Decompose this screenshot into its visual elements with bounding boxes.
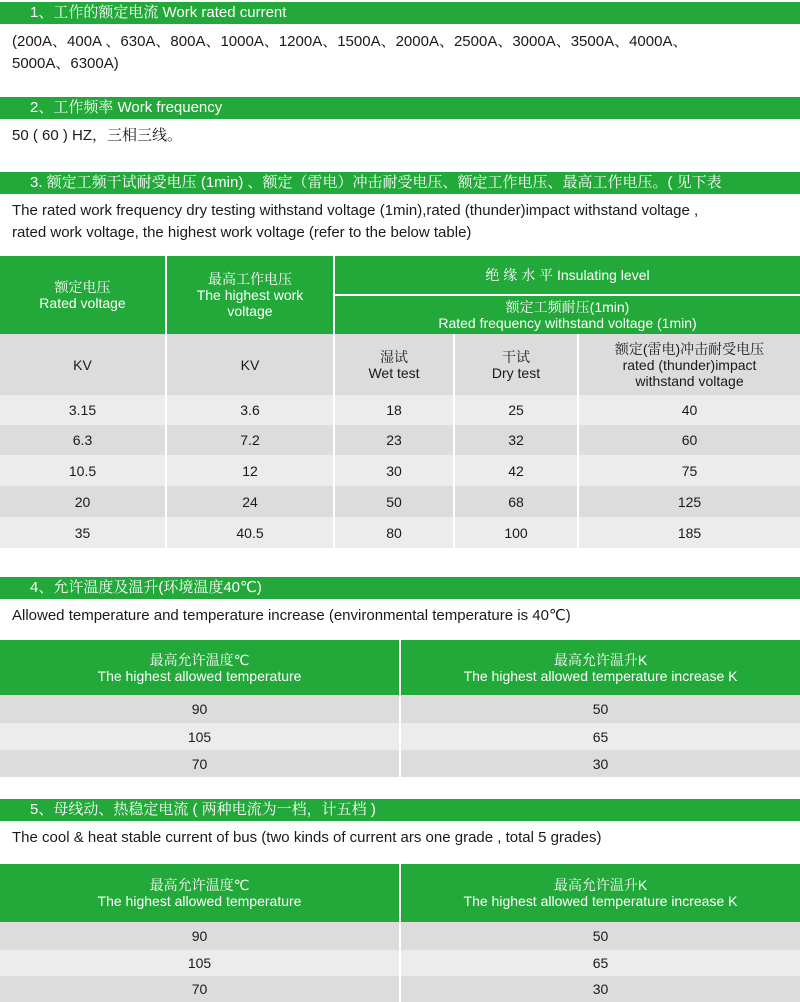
impact-voltage-zh: 额定(雷电)冲击耐受电压	[614, 340, 765, 357]
insulating-level-header: 绝 缘 水 平 Insulating level	[334, 256, 800, 295]
section-2-header: 2、工作频率 Work frequency	[0, 97, 800, 119]
table-cell: 6.3	[0, 425, 166, 455]
max-temp-rise-header-en: The highest allowed temperature increase K	[463, 667, 738, 684]
voltage-description-line-1: The rated work frequency dry testing withstand voltage (1min),rated (thunder)impact withstand voltage ,	[12, 202, 699, 219]
section-1-header: 1、工作的额定电流 Work rated current	[0, 2, 800, 24]
table-cell: 12	[166, 455, 334, 486]
max-temp-header-en: The highest allowed temperature	[97, 667, 302, 684]
dry-test-en: Dry test	[491, 364, 541, 381]
dry-test-zh: 干试	[502, 348, 530, 365]
temperature-table	[0, 640, 800, 777]
table-cell: 25	[454, 395, 578, 425]
bus-max-temp-header	[0, 864, 400, 922]
table-cell: 125	[578, 486, 800, 517]
highest-voltage-header-zh: 最高工作电压	[208, 271, 292, 287]
highest-voltage-header-en-2: voltage	[227, 303, 273, 319]
table-cell: 70	[0, 750, 400, 777]
table-cell: 40.5	[166, 517, 334, 548]
table-cell: 30	[400, 976, 800, 1002]
max-temp-rise-header-zh: 最高允许温升K	[553, 651, 648, 668]
table-cell: 50	[400, 922, 800, 950]
table-cell: 80	[334, 517, 454, 548]
table-row	[0, 950, 800, 976]
impact-voltage-en-1: rated (thunder)impact	[622, 356, 757, 373]
wet-test-en: Wet test	[368, 364, 420, 381]
table-cell: 3.15	[0, 395, 166, 425]
table-cell: 20	[0, 486, 166, 517]
table-cell: 30	[400, 750, 800, 777]
rated-current-values-line-1: (200A、400A 、630A、800A、1000A、1200A、1500A、2000A、2500A、3000A、3500A、4000A、	[12, 33, 688, 50]
impact-voltage-header	[578, 334, 800, 395]
section-4-header: 4、允许温度及温升(环境温度40℃)	[0, 577, 800, 599]
table-cell: 75	[578, 455, 800, 486]
bus-current-table	[0, 864, 800, 1002]
units-row	[0, 334, 800, 395]
table-cell: 105	[0, 950, 400, 976]
table-row	[0, 455, 800, 486]
frequency-withstand-header	[334, 295, 800, 334]
table-row	[0, 695, 800, 723]
section-5-header: 5、母线动、热稳定电流 ( 两种电流为一档，计五档 )	[0, 799, 800, 821]
table-cell: 30	[334, 455, 454, 486]
table-cell: 42	[454, 455, 578, 486]
section-3-header: 3. 额定工频干试耐受电压 (1min) 、额定（雷电）冲击耐受电压、额定工作电压、最高工作电压。( 见下表	[0, 172, 800, 194]
table-cell: 23	[334, 425, 454, 455]
table-row	[0, 486, 800, 517]
table-cell: 32	[454, 425, 578, 455]
table-cell: 105	[0, 723, 400, 750]
highest-voltage-header	[166, 256, 334, 334]
rated-voltage-header-zh: 额定电压	[54, 279, 111, 295]
table-cell: 70	[0, 976, 400, 1002]
table-cell: 24	[166, 486, 334, 517]
rated-current-values-line-2: 5000A、6300A)	[12, 55, 119, 72]
rated-voltage-header-en: Rated voltage	[39, 295, 126, 311]
table-row	[0, 395, 800, 425]
frequency-withstand-header-en: Rated frequency withstand voltage (1min)	[438, 315, 697, 331]
table-cell: 50	[400, 695, 800, 723]
table-cell: 100	[454, 517, 578, 548]
table-cell: 65	[400, 950, 800, 976]
bus-max-temp-rise-header-zh: 最高允许温升K	[553, 877, 648, 893]
unit-kv-2: KV	[166, 334, 334, 395]
max-temp-rise-header	[400, 640, 800, 695]
table-cell: 10.5	[0, 455, 166, 486]
unit-kv-1: KV	[0, 334, 166, 395]
table-cell: 40	[578, 395, 800, 425]
bus-current-description: The cool & heat stable current of bus (two kinds of current ars one grade , total 5 grades)	[12, 829, 602, 846]
bus-max-temp-rise-header	[400, 864, 800, 922]
voltage-table	[0, 256, 800, 548]
bus-max-temp-header-en: The highest allowed temperature	[97, 893, 302, 909]
highest-voltage-header-en-1: The highest work	[196, 287, 304, 303]
table-cell: 90	[0, 695, 400, 723]
max-temp-header-zh: 最高允许温度℃	[149, 651, 250, 668]
table-cell: 7.2	[166, 425, 334, 455]
table-cell: 65	[400, 723, 800, 750]
table-cell: 18	[334, 395, 454, 425]
wet-test-header	[334, 334, 454, 395]
rated-voltage-header	[0, 256, 166, 334]
frequency-withstand-header-zh: 额定工频耐压(1min)	[505, 299, 630, 315]
voltage-description-line-2: rated work voltage, the highest work voltage (refer to the below table)	[12, 224, 472, 241]
table-row	[0, 750, 800, 777]
work-frequency-text: 50 ( 60 ) HZ，三相三线。	[12, 127, 183, 144]
bus-max-temp-header-zh: 最高允许温度℃	[149, 877, 250, 893]
table-cell: 3.6	[166, 395, 334, 425]
table-row	[0, 723, 800, 750]
impact-voltage-en-2: withstand voltage	[635, 372, 744, 389]
table-cell: 185	[578, 517, 800, 548]
table-cell: 60	[578, 425, 800, 455]
table-cell: 50	[334, 486, 454, 517]
dry-test-header	[454, 334, 578, 395]
table-row	[0, 976, 800, 1002]
table-row	[0, 922, 800, 950]
wet-test-zh: 湿试	[380, 348, 408, 365]
max-temp-header	[0, 640, 400, 695]
table-row	[0, 517, 800, 548]
table-cell: 90	[0, 922, 400, 950]
table-cell: 68	[454, 486, 578, 517]
bus-max-temp-rise-header-en: The highest allowed temperature increase K	[463, 893, 738, 909]
table-cell: 35	[0, 517, 166, 548]
table-row	[0, 425, 800, 455]
temperature-description: Allowed temperature and temperature increase (environmental temperature is 40℃)	[12, 607, 571, 624]
